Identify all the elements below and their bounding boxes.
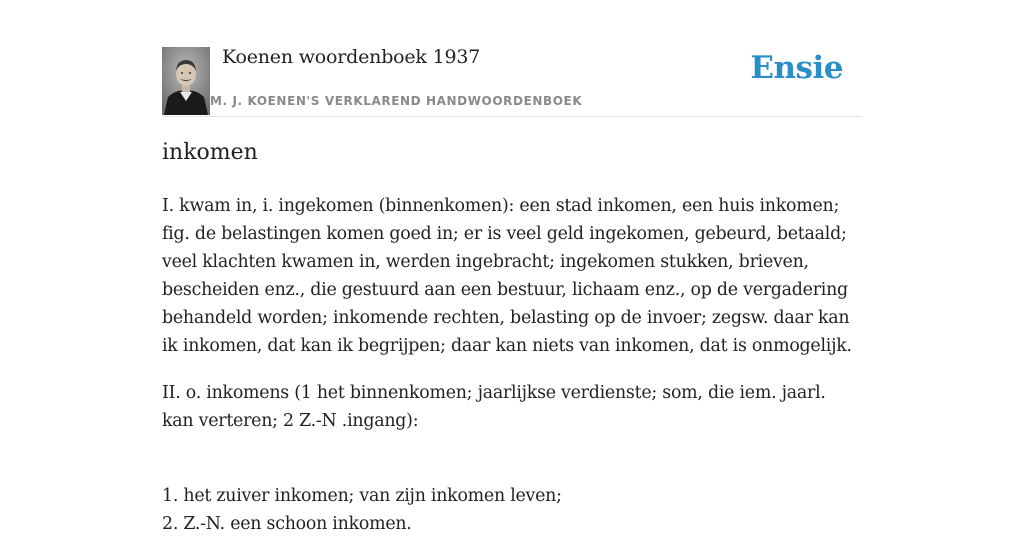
dictionary-header bbox=[162, 44, 862, 117]
ensie-logo-link[interactable]: Ensie bbox=[750, 50, 843, 86]
author-portrait bbox=[162, 47, 210, 115]
definition-paragraph-2: II. o. inkomens (1 het binnenkomen; jaarlijkse verdienste; som, die iem. jaarl. kan verteren; 2 Z.-N .ingang): bbox=[162, 383, 826, 431]
dictionary-subtitle: M. J. KOENEN'S VERKLAREND HANDWOORDENBOEK bbox=[210, 94, 583, 108]
examples-list bbox=[162, 482, 862, 538]
definition-paragraph-1: I. kwam in, i. ingekomen (binnenkomen): een stad inkomen, een huis inkomen; fig. de belastingen komen goed in; er is veel geld ingekomen, gebeurd, betaald; veel klachten kwamen in, werden ingebracht; ingekomen stukken, brieven, bescheiden enz., die gestuurd aan een bestuur, lichaam enz., op de vergadering behandeld worden; inkomende rechten, belasting op de invoer; zegsw. daar kan ik inkomen, dat kan ik begrijpen; daar kan niets van inkomen, dat is onmogelijk. bbox=[162, 196, 852, 356]
entry-headword: inkomen bbox=[162, 140, 258, 165]
entry-definition bbox=[162, 192, 862, 538]
dictionary-title: Koenen woordenboek 1937 bbox=[222, 46, 481, 68]
example-item: 1. het zuiver inkomen; van zijn inkomen leven; bbox=[162, 486, 562, 506]
author-portrait-image bbox=[162, 47, 210, 115]
example-item: 2. Z.-N. een schoon inkomen. bbox=[162, 514, 412, 534]
spacer bbox=[162, 454, 862, 482]
